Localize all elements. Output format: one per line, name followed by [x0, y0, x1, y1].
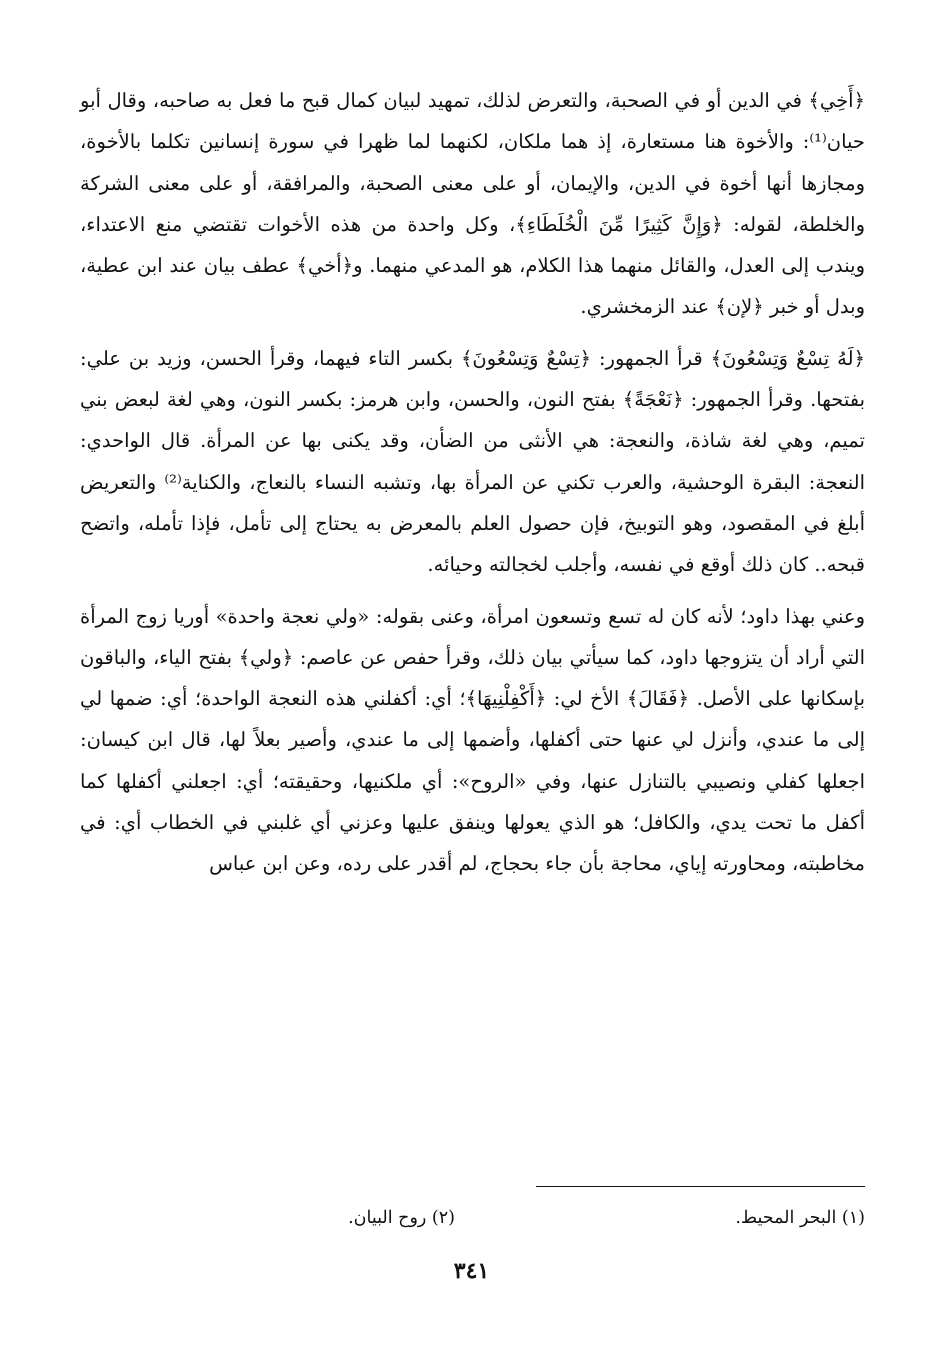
- paragraph-1: ﴿أَخِي﴾ في الدين أو في الصحبة، والتعرض لذلك، تمهيد لبيان كمال قبح ما فعل به صاحبه، وقال أبو حيان⁽¹⁾: والأخوة هنا مستعارة، إذ هما ملكان، لكنهما لما ظهرا في سورة إنسانين تكلما بالأخوة، ومجازها أنها أخوة في الدين، والإيمان، أو على معنى الصحبة، والمرافقة، أو على معنى الشركة والخلطة، لقوله: ﴿وَإِنَّ كَثِيرًا مِّنَ الْخُلَطَاءِ﴾، وكل واحدة من هذه الأخوات تقتضي منع الاعتداء، ويندب إلى العدل، والقائل منهما هذا الكلام، هو المدعي منهما. و﴿أخي﴾ عطف بيان عند ابن عطية، وبدل أو خبر ﴿لإن﴾ عند الزمخشري.: [80, 89, 865, 319]
- paragraph-2: ﴿لَهُ تِسْعٌ وَتِسْعُونَ﴾ قرأ الجمهور: ﴿تِسْعٌ وَتِسْعُونَ﴾ بكسر التاء فيهما، وقرأ الحسن، وزيد بن علي: بفتحها. وقرأ الجمهور: ﴿نَعْجَةً﴾ بفتح النون، والحسن، وابن هرمز: بكسر النون، وهي لغة لبعض بني تميم، وهي لغة شاذة، والنعجة: هي الأنثى من الضأن، وقد يكنى بها عن المرأة. قال الواحدي: النعجة: البقرة الوحشية، والعرب تكني عن المرأة بها، وتشبه النساء بالنعاج، والكناية⁽²⁾ والتعريض أبلغ في المقصود، وهو التوبيخ، فإن حصول العلم بالمعرض به يحتاج إلى تأمل، فإذا تأمله، واتضح قبحه.. كان ذلك أوقع في نفسه، وأجلب لخجالته وحيائه.: [80, 346, 865, 577]
- footnotes: [80, 1203, 865, 1233]
- footnote-2: (٢) روح البيان.: [348, 1208, 455, 1228]
- footnote-divider: [536, 1186, 865, 1187]
- footnote-1: (١) البحر المحيط.: [735, 1208, 865, 1228]
- page-number: ٣٤١: [453, 1258, 490, 1284]
- paragraph-3: وعني بهذا داود؛ لأنه كان له تسع وتسعون امرأة، وعنى بقوله: «ولي نعجة واحدة» أوريا زوج المرأة التي أراد أن يتزوجها داود، كما سيأتي بيان ذلك، وقرأ حفص عن عاصم: ﴿ولي﴾ بفتح الياء، والباقون بإسكانها على الأصل. ﴿فَقَالَ﴾ الأخ لي: ﴿أَكْفِلْنِيهَا﴾؛ أي: أكفلني هذه النعجة الواحدة؛ أي: ضمها لي إلى ما عندي، وأنزل لي عنها حتى أكفلها، وأضمها إلى ما عندي، وأصير بعلاً لها، قال ابن كيسان: اجعلها كفلي ونصيبي بالتنازل عنها، وفي «الروح»: أي ملكنيها، وحقيقته؛ أي: اجعلني أكفلها كما أكفل ما تحت يدي، والكافل؛ هو الذي يعولها وينفق عليها وعزني أي غلبني في الخطاب أي: في مخاطبته، ومحاورته إياي، محاجة بأن جاء بحجاج، لم أقدر على رده، وعن ابن عباس: [80, 604, 865, 876]
- main-text: [80, 80, 865, 885]
